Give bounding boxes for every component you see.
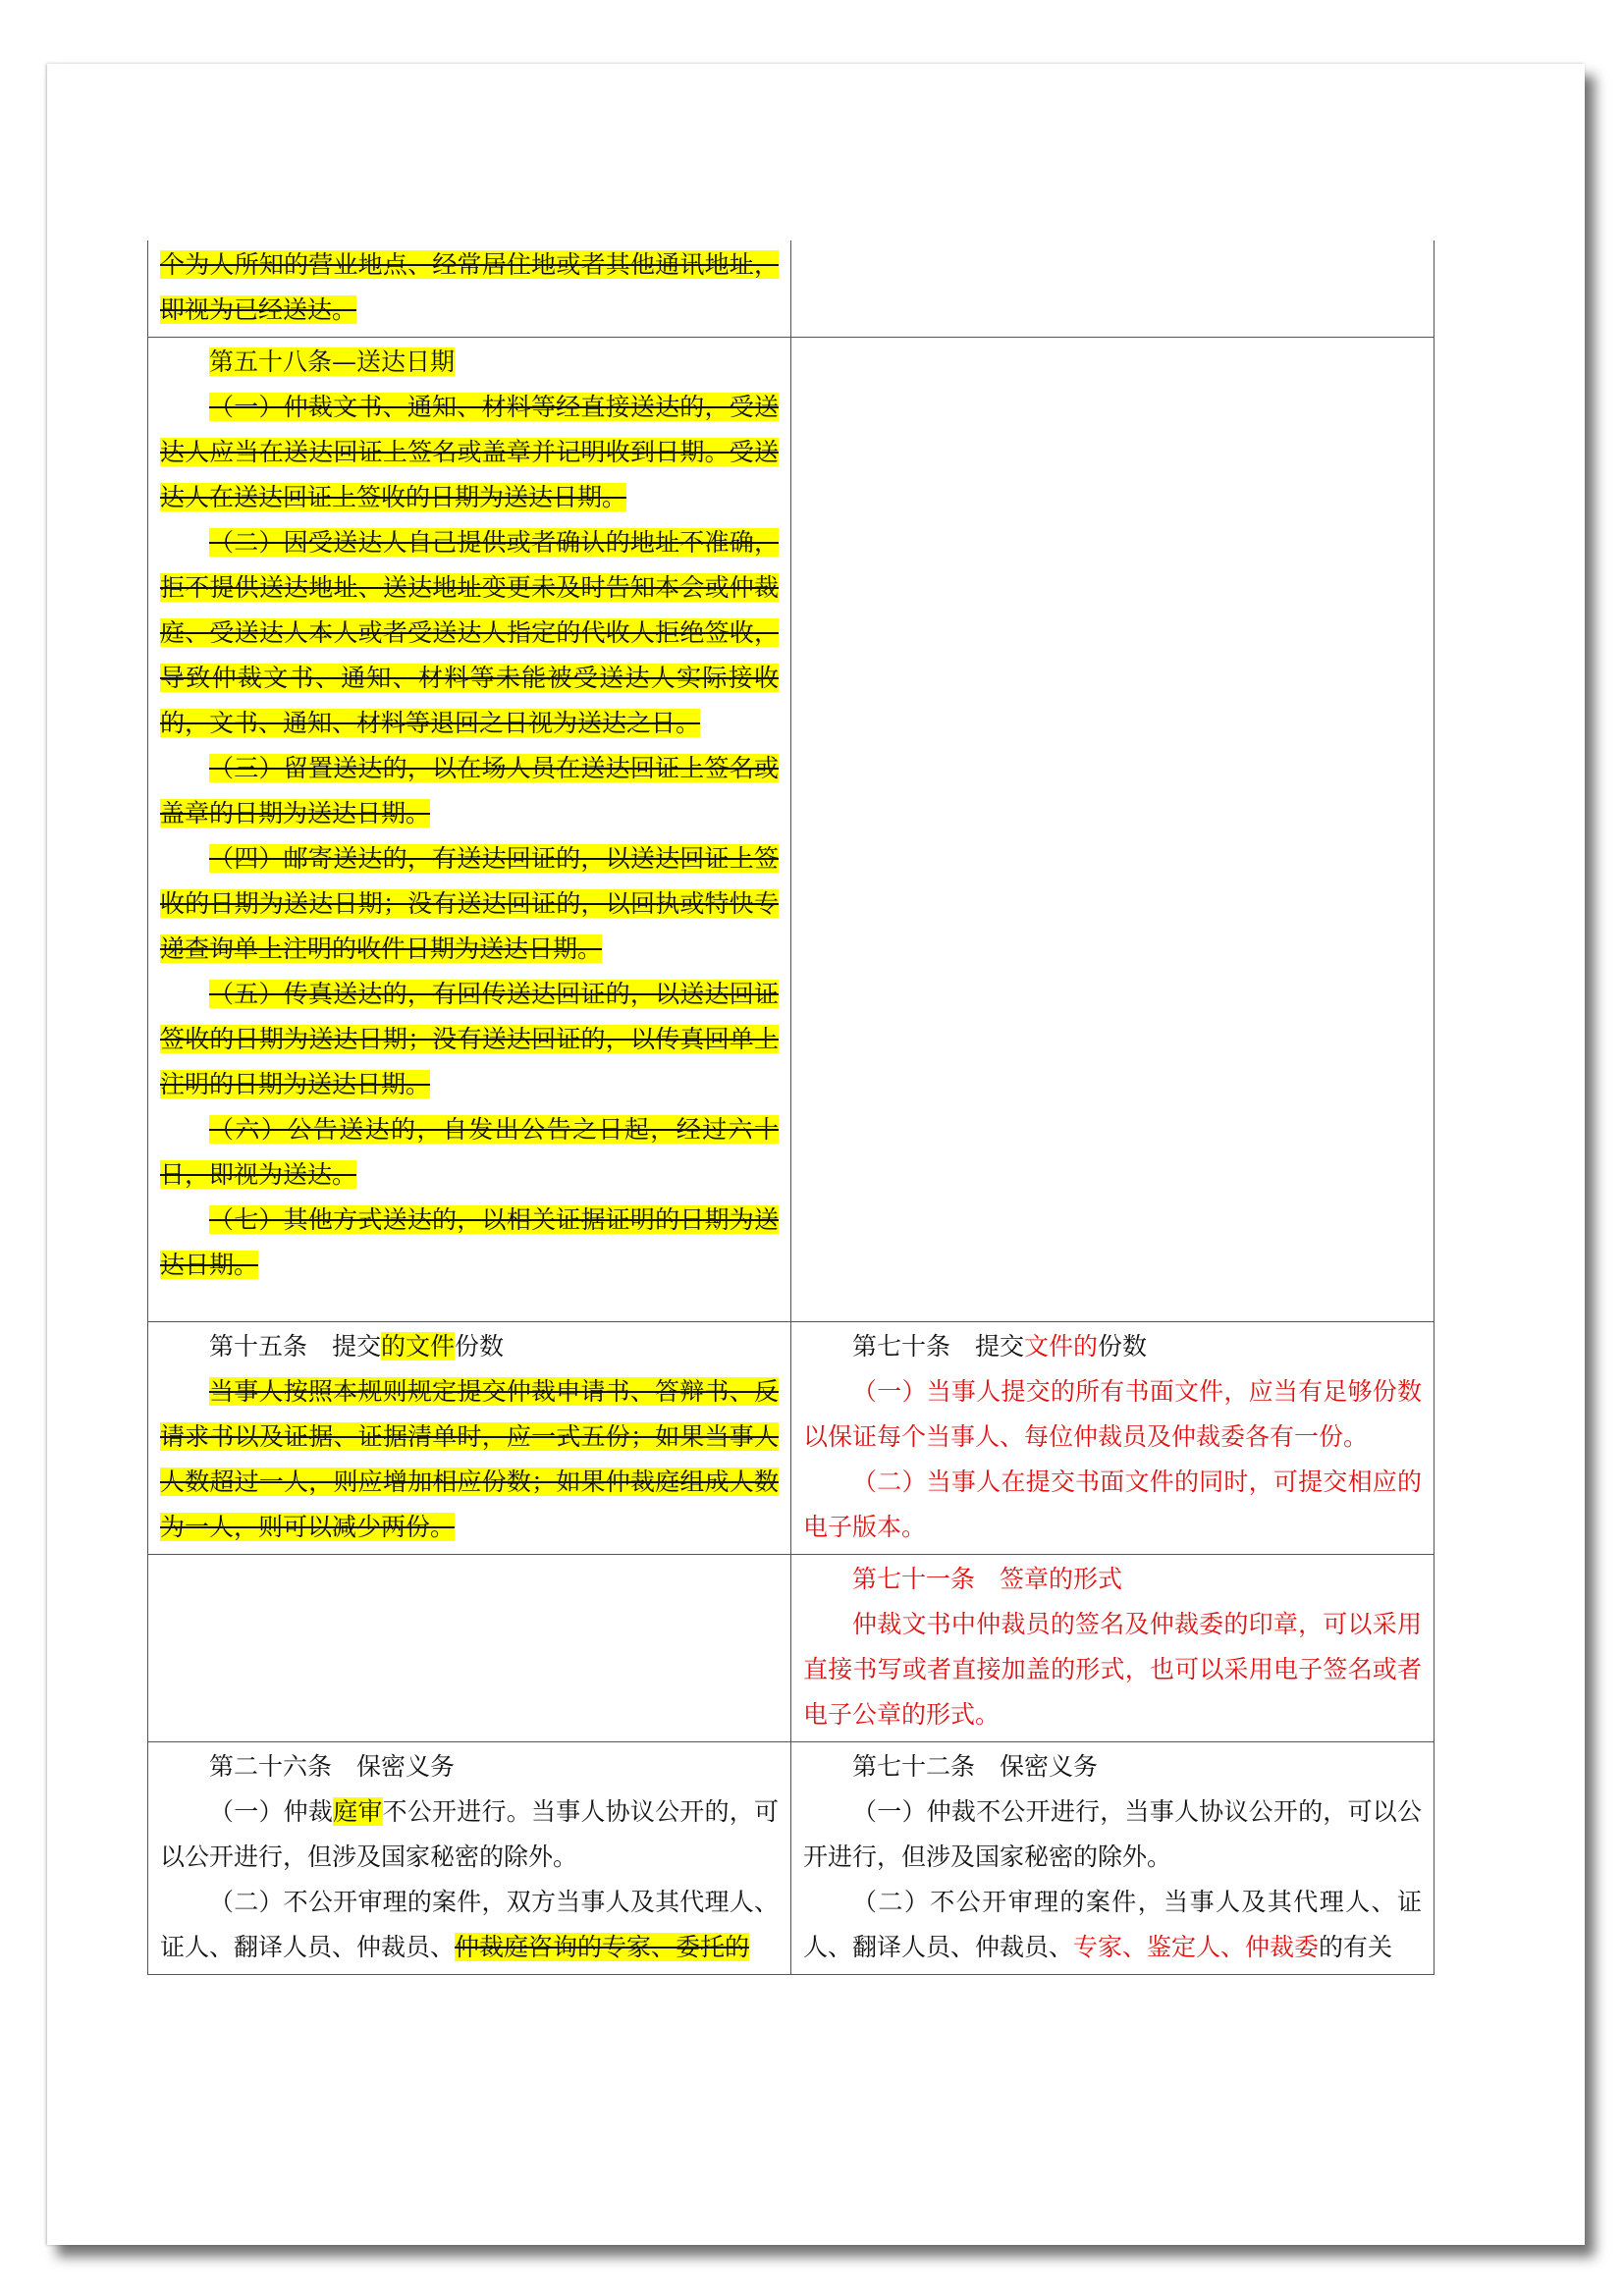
old-text-cell: [148, 1742, 791, 1975]
deleted-text: （一）仲裁文书、通知、材料等经直接送达的，受送达人应当在送达回证上签名或盖章并记明收到日期。受送达人在送达回证上签收的日期为送达日期。: [160, 393, 779, 511]
deleted-text: （四）邮寄送达的，有送达回证的，以送达回证上签收的日期为送达日期；没有送达回证的，以回执或特快专递查询单上注明的收件日期为送达日期。: [160, 844, 779, 963]
table-row: [148, 1322, 1435, 1555]
clause-text: （一）仲裁庭审不公开进行。当事人协议公开的，可以公开进行，但涉及国家秘密的除外。: [160, 1797, 779, 1871]
added-text: （一）当事人提交的所有书面文件，应当有足够份数以保证每个当事人、每位仲裁员及仲裁委各有一份。: [803, 1377, 1422, 1451]
deleted-text: 当事人按照本规则规定提交仲裁申请书、答辩书、反请求书以及证据、证据清单时，应一式五份；如果当事人人数超过一人，则应增加相应份数；如果仲裁庭组成人数为一人，则可以减少两份。: [160, 1377, 779, 1541]
new-text-cell: [791, 338, 1435, 1322]
old-text-cell: [148, 1555, 791, 1742]
article-heading: 第十五条 提交的文件份数: [209, 1332, 505, 1361]
table-row: [148, 240, 1435, 338]
new-text-cell: [791, 240, 1435, 338]
deleted-text: 个为人所知的营业地点、经常居住地或者其他通讯地址，即视为已经送达。: [160, 250, 779, 324]
table-row: [148, 1555, 1435, 1742]
old-text-cell: [148, 240, 791, 338]
deleted-text: （六）公告送达的，自发出公告之日起，经过六十日，即视为送达。: [160, 1115, 779, 1189]
clause-text: （二）不公开审理的案件，双方当事人及其代理人、证人、翻译人员、仲裁员、仲裁庭咨询的专家、委托的: [160, 1888, 779, 1961]
added-text: 仲裁文书中仲裁员的签名及仲裁委的印章，可以采用直接书写或者直接加盖的形式，也可以采用电子签名或者电子公章的形式。: [803, 1610, 1422, 1729]
old-text-cell: [148, 1322, 791, 1555]
article-heading: 第七十一条 签章的形式: [852, 1565, 1123, 1593]
clause-text: （一）仲裁不公开进行，当事人协议公开的，可以公开进行，但涉及国家秘密的除外。: [803, 1797, 1422, 1871]
comparison-table: [147, 240, 1435, 1975]
article-heading: 第五十八条—送达日期: [209, 347, 456, 376]
deleted-text: （七）其他方式送达的，以相关证据证明的日期为送达日期。: [160, 1205, 779, 1279]
table-row: [148, 338, 1435, 1322]
added-text: （二）当事人在提交书面文件的同时，可提交相应的电子版本。: [803, 1468, 1422, 1541]
new-text-cell: [791, 1322, 1435, 1555]
deleted-text: （二）因受送达人自己提供或者确认的地址不准确，拒不提供送达地址、送达地址变更未及时告知本会或仲裁庭、受送达人本人或者受送达人指定的代收人拒绝签收，导致仲裁文书、通知、材料等未能被受送达人实际接收的，文书、通知、材料等退回之日视为送达之日。: [160, 528, 779, 737]
old-text-cell: [148, 338, 791, 1322]
new-text-cell: [791, 1742, 1435, 1975]
deleted-text: （三）留置送达的，以在场人员在送达回证上签名或盖章的日期为送达日期。: [160, 754, 779, 828]
article-heading: 第二十六条 保密义务: [209, 1752, 456, 1781]
new-text-cell: [791, 1555, 1435, 1742]
article-heading: 第七十条 提交文件的份数: [852, 1332, 1148, 1361]
article-heading: 第七十二条 保密义务: [852, 1752, 1099, 1781]
comparison-document: [147, 240, 1432, 1975]
table-row: [148, 1742, 1435, 1975]
deleted-text: （五）传真送达的，有回传送达回证的，以送达回证签收的日期为送达日期；没有送达回证的，以传真回单上注明的日期为送达日期。: [160, 980, 779, 1098]
clause-text: （二）不公开审理的案件，当事人及其代理人、证人、翻译人员、仲裁员、专家、鉴定人、仲裁委的有关: [803, 1888, 1422, 1961]
